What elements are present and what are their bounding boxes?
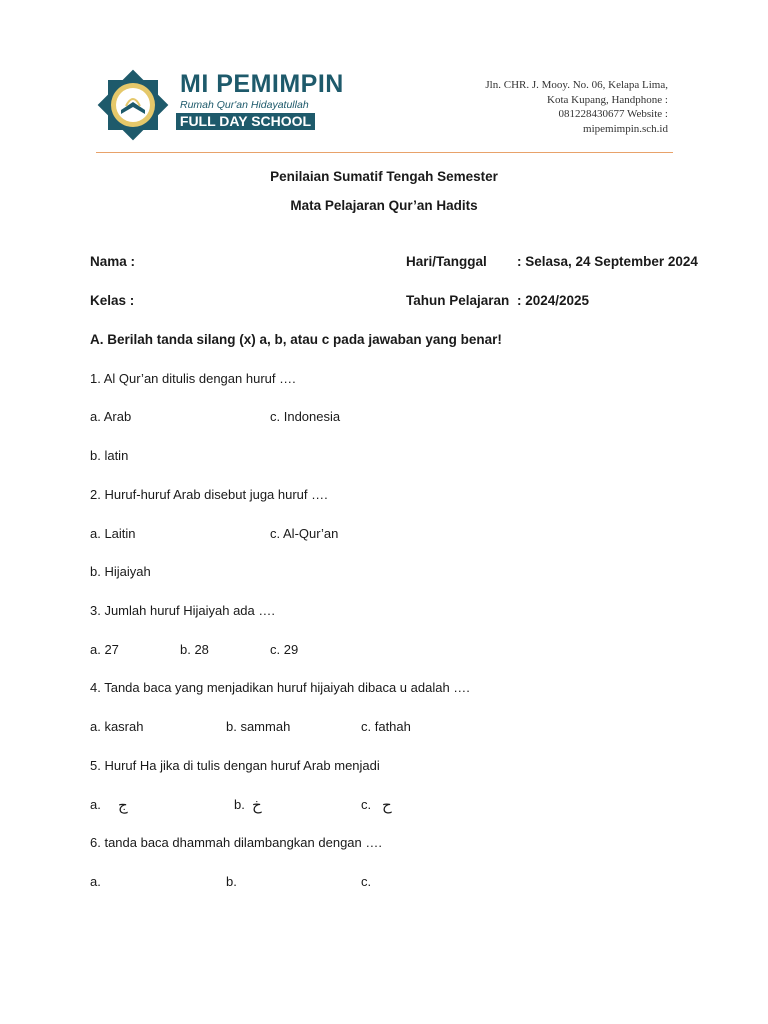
- answer-option: b.: [226, 874, 237, 889]
- tahun-pelajaran-label: Tahun Pelajaran: [406, 293, 510, 308]
- answer-option: a. kasrah: [90, 719, 144, 734]
- hari-tanggal-value: : Selasa, 24 September 2024: [517, 254, 698, 269]
- answer-option: b.: [234, 797, 245, 812]
- question-text: 5. Huruf Ha jika di tulis dengan huruf Arab menjadi: [90, 758, 380, 773]
- kelas-label: Kelas :: [90, 293, 135, 308]
- answer-option: c.: [361, 874, 372, 889]
- answer-option: a. Arab: [90, 409, 132, 424]
- question-text: 3. Jumlah huruf Hijaiyah ada ….: [90, 603, 275, 618]
- question-text: 1. Al Qur’an ditulis dengan huruf ….: [90, 371, 296, 386]
- school-address: [438, 78, 668, 136]
- address-line: 081228430677 Website :: [558, 108, 668, 120]
- arabic-letter-kha: خ: [252, 796, 262, 814]
- header-divider: [96, 152, 673, 153]
- answer-option: c.: [361, 797, 372, 812]
- answer-option: a. 27: [90, 642, 119, 657]
- school-program-badge: FULL DAY SCHOOL: [176, 113, 315, 130]
- school-name: MI PEMIMPIN: [180, 70, 344, 98]
- answer-option: a.: [90, 797, 101, 812]
- arabic-letter-jim: ج: [118, 796, 128, 814]
- school-logo-emblem: [90, 62, 176, 148]
- address-line: Kota Kupang, Handphone :: [547, 93, 668, 106]
- exam-title: Penilaian Sumatif Tengah Semester: [270, 169, 498, 184]
- question-text: 2. Huruf-huruf Arab disebut juga huruf ….: [90, 487, 328, 502]
- answer-option: c. Indonesia: [270, 409, 341, 424]
- question-text: 6. tanda baca dhammah dilambangkan dengan ….: [90, 835, 382, 850]
- answer-option: a.: [90, 874, 101, 889]
- answer-option: b. sammah: [226, 719, 291, 734]
- arabic-letter-ha: ح: [382, 796, 392, 814]
- question-text: 4. Tanda baca yang menjadikan huruf hijaiyah dibaca u adalah ….: [90, 680, 470, 695]
- exam-subject: Mata Pelajaran Qur’an Hadits: [290, 198, 478, 213]
- answer-option: c. 29: [270, 642, 299, 657]
- answer-option: b. 28: [180, 642, 209, 657]
- school-tagline: Rumah Qur'an Hidayatullah: [180, 99, 309, 111]
- nama-label: Nama :: [90, 254, 136, 269]
- answer-option: c. Al-Qur’an: [270, 526, 339, 541]
- hari-tanggal-label: Hari/Tanggal: [406, 254, 487, 269]
- answer-option: b. latin: [90, 448, 129, 463]
- answer-option: a. Laitin: [90, 526, 136, 541]
- address-line: Jln. CHR. J. Mooy. No. 06, Kelapa Lima,: [485, 79, 668, 91]
- answer-option: c. fathah: [361, 719, 411, 734]
- section-instruction: A. Berilah tanda silang (x) a, b, atau c pada jawaban yang benar!: [90, 332, 502, 347]
- tahun-pelajaran-value: : 2024/2025: [517, 293, 590, 308]
- answer-option: b. Hijaiyah: [90, 564, 151, 579]
- address-line: mipemimpin.sch.id: [583, 122, 668, 135]
